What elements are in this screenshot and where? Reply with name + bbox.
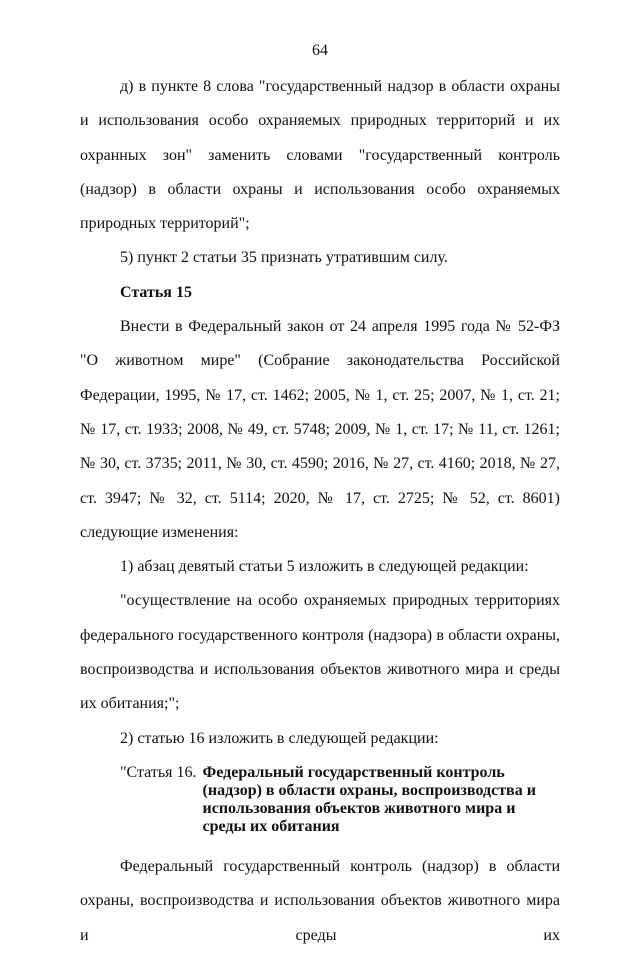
paragraph-item-2: 2) статью 16 изложить в следующей редакции: — [120, 729, 439, 747]
paragraph-quoted-text: "осуществление на особо охраняемых природных территориях федерального государственного контроля (надзора) в области охраны, воспроизводства и использования объектов животного мира и среды их обитания;"; — [80, 592, 560, 713]
article-16-heading — [80, 764, 560, 836]
paragraph-amendment-d: д) в пункте 8 слова "государственный надзор в области охраны и использования особо охраняемых природных территорий и их охранных зон" заменить словами "государственный контроль (надзор) в области охраны и использования особо охраняемых природных территорий"; — [80, 78, 560, 233]
paragraph-item-1: 1) абзац девятый статьи 5 изложить в следующей редакции: — [120, 558, 529, 576]
article-16-label: "Статья 16. — [120, 763, 197, 781]
paragraph-article-15-intro: Внести в Федеральный закон от 24 апреля 1995 года № 52-ФЗ "О животном мире" (Собрание законодательства Российской Федерации, 1995, № 17, ст. 1462; 2005, № 1, ст. 25; 2007, № 1, ст. 21; № 17, ст. 1933; 2008, № 49, ст. 5748; 2009, № 1, ст. 17; № 11, ст. 1261; № 30, ст. 3735; 2011, № 30, ст. 4590; 2016, № 27, ст. 4160; 2018, № 27, ст. 3947; № 32, ст. 5114; 2020, № 17, ст. 2725; № 52, ст. 8601) следующие изменения: — [80, 318, 560, 541]
paragraph-amendment-5: 5) пункт 2 статьи 35 признать утратившим силу. — [120, 249, 448, 267]
document-body — [80, 70, 560, 953]
article-16-title: Федеральный государственный контроль (надзор) в области охраны, воспроизводства и использования объектов животного мира и среды их обитания — [202, 763, 536, 835]
page-number: 64 — [312, 42, 328, 59]
paragraph-article-16-body: Федеральный государственный контроль (надзор) в области охраны, воспроизводства и использования объектов животного мира и среды их — [80, 857, 560, 944]
article-15-heading: Статья 15 — [120, 283, 192, 301]
